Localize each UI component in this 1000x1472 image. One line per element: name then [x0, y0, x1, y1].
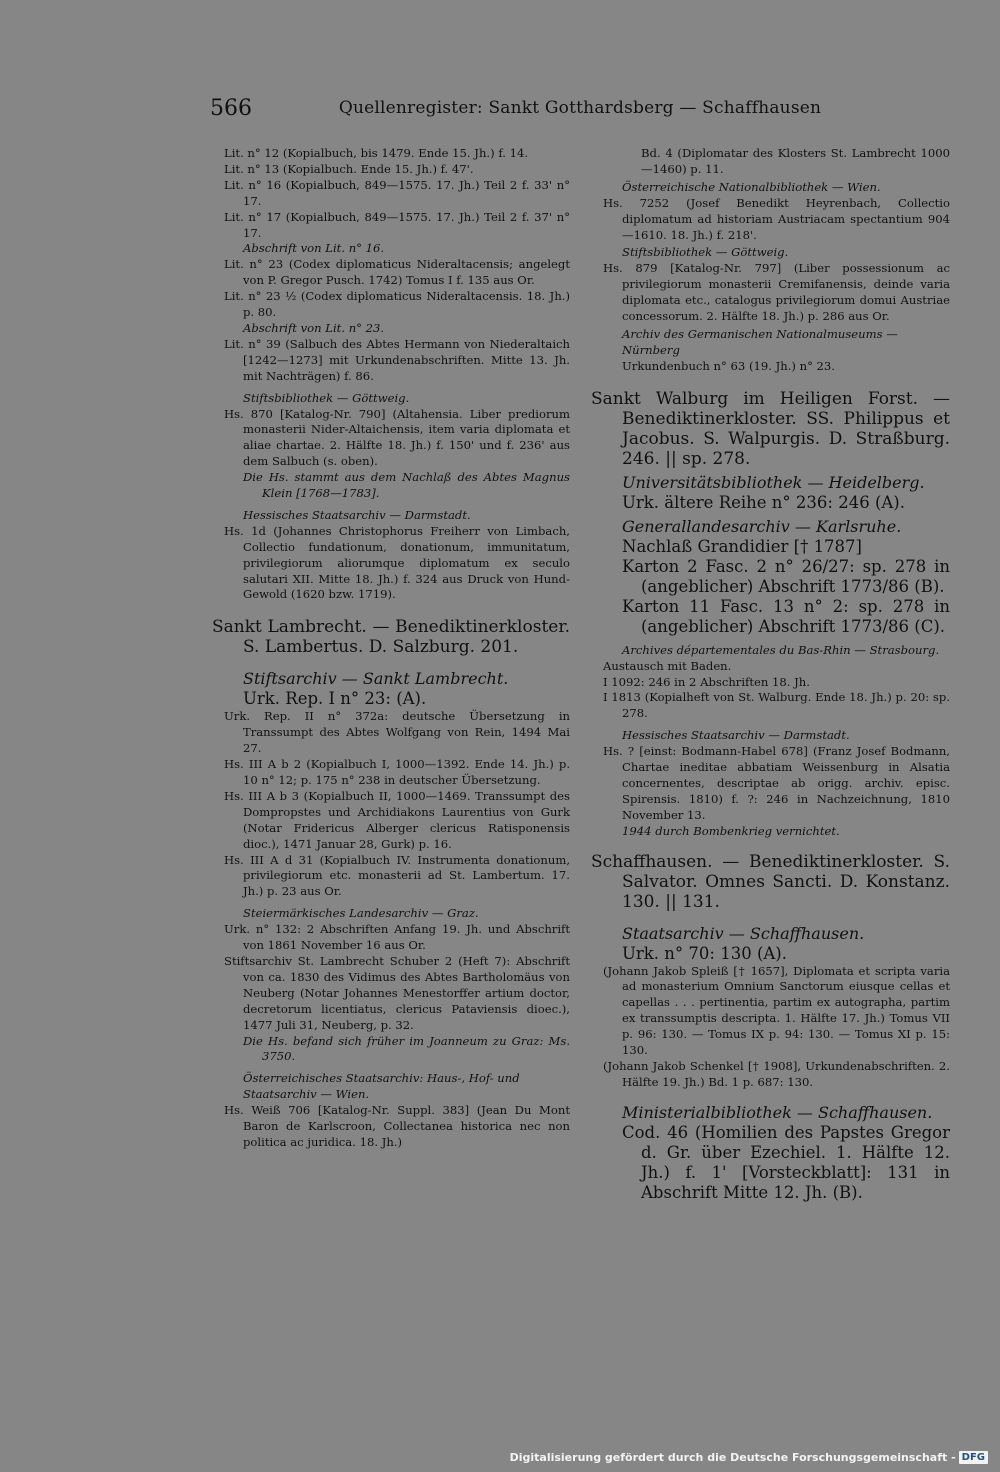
entry-note: Abschrift von Lit. n° 23.: [243, 320, 385, 335]
repository-heading: Stiftsarchiv — Sankt Lambrecht.: [243, 669, 509, 689]
page-header: [210, 96, 950, 126]
entry: Urkundenbuch n° 63 (19. Jh.) n° 23.: [622, 358, 835, 373]
entry: Austausch mit Baden.: [603, 658, 732, 673]
entry: Hs. ? [einst: Bodmann-Habel 678] (Franz Josef Bodmann, Chartae ineditae abbatiam Weissenburg in Alsatia concernentes, descriptae ab origg. archiv. episc. Spirensis. 1810) f. ?: 246 in Nachzeichnung, 1810 November 13.: [603, 744, 950, 822]
entry: Lit. n° 16 (Kopialbuch, 849—1575. 17. Jh.) Teil 2 f. 33' n° 17.: [224, 177, 570, 208]
entry: Lit. n° 39 (Salbuch des Abtes Hermann von Niederaltaich [1242—1273] mit Urkundenabschriften. Mitte 13. Jh. mit Nachträgen) f. 86.: [224, 336, 570, 383]
entry: Lit. n° 13 (Kopialbuch. Ende 15. Jh.) f. 47'.: [224, 161, 474, 176]
entry: Hs. 7252 (Josef Benedikt Heyrenbach, Collectio diplomatum ad historiam Austriacam spectantium 904—1610. 18. Jh.) f. 218'.: [603, 195, 950, 242]
entry: Hs. 1d (Johannes Christophorus Freiherr von Limbach, Collectio fundationum, donationum, immunitatum, privilegiorum aliorumque diplomatum ex seculo salutari XII. Mitte 18. Jh.) f. 324 aus Druck von Hund-Gewold (1620 bzw. 1719).: [224, 523, 570, 602]
entry-large: Karton 11 Fasc. 13 n° 2: sp. 278 in (angeblicher) Abschrift 1773/86 (C).: [622, 596, 950, 636]
entry: Hs. III A b 3 (Kopialbuch II, 1000—1469. Transsumpt des Dompropstes und Archidiakons Laurentius von Gurk (Notar Fridericus Alberger clericus Ratisponensis dioc.), 1471 Januar 28, Gurk) p. 16.: [224, 788, 570, 851]
entry: Lit. n° 23 (Codex diplomaticus Nideraltacensis; angelegt von P. Gregor Pusch. 1742) Tomus I f. 135 aus Or.: [224, 257, 570, 288]
repository-heading: Ministerialbibliothek — Schaffhausen.: [622, 1102, 933, 1122]
repository-heading: Archiv des Germanischen Nationalmuseums — Nürnberg: [622, 326, 898, 357]
entry: Hs. III A d 31 (Kopialbuch IV. Instrumenta donationum, privilegiorum etc. monasterii ad St. Lambertum. 17. Jh.) p. 23 aus Or.: [224, 852, 570, 899]
entry: Hs. Weiß 706 [Katalog-Nr. Suppl. 383] (Jean Du Mont Baron de Karlscroon, Collectanea historica nec non politica ac juridica. 18. Jh.): [224, 1103, 570, 1149]
page-number: 566: [210, 96, 252, 121]
entry: (Johann Jakob Spleiß [† 1657], Diplomata et scripta varia ad monasterium Omnium Sanctorum eiusque cellas et capellas . . . pertinentia, partim ex autographa, partim ex transsumptis descripta. 1. Hälfte 17. Jh.) Tomus VII p. 96: 130. — Tomus IX p. 94: 130. — Tomus XI p. 15: 130.: [603, 963, 950, 1058]
entry: Hs. III A b 2 (Kopialbuch I, 1000—1392. Ende 14. Jh.) p. 10 n° 12; p. 175 n° 238 in deutscher Übersetzung.: [224, 757, 570, 787]
entry: I 1813 (Kopialheft von St. Walburg. Ende 18. Jh.) p. 20: sp. 278.: [603, 690, 950, 721]
repository-heading: Generallandesarchiv — Karlsruhe.: [622, 516, 902, 536]
entry-large: Urk. Rep. I n° 23: (A).: [243, 689, 427, 709]
entry: (Johann Jakob Schenkel [† 1908], Urkundenabschriften. 2. Hälfte 19. Jh.) Bd. 1 p. 687: 130.: [603, 1059, 950, 1089]
entry: Stiftsarchiv St. Lambrecht Schuber 2 (Heft 7): Abschrift von ca. 1830 des Vidimus des Abtes Bartholomäus von Neuberg (Notar Johannes Menestorffer artium doctor, decretorum licentiatus, clericus Pataviensis dioec.), 1477 Juli 31, Neuberg, p. 32.: [224, 953, 570, 1032]
repository-heading: Archives départementales du Bas-Rhin — Strasbourg.: [622, 642, 940, 657]
entry: Urk. n° 132: 2 Abschriften Anfang 19. Jh. und Abschrift von 1861 November 16 aus Or.: [224, 922, 570, 953]
left-column: [212, 146, 570, 1151]
repository-heading: Österreichisches Staatsarchiv: Haus-, Hof- und Staatsarchiv — Wien.: [243, 1071, 520, 1102]
entry-note: Abschrift von Lit. n° 16.: [243, 241, 385, 256]
dfg-footer: [510, 1451, 988, 1464]
entry-note: Die Hs. befand sich früher im Joanneum zu Graz: Ms. 3750.: [243, 1033, 570, 1064]
monastery-heading: Sankt Lambrecht. — Benediktinerkloster. S. Lambertus. D. Salzburg. 201.: [212, 617, 570, 658]
entry: Lit. n° 17 (Kopialbuch, 849—1575. 17. Jh.) Teil 2 f. 37' n° 17.: [224, 209, 570, 240]
repository-heading: Hessisches Staatsarchiv — Darmstadt.: [622, 728, 850, 743]
entry-note: 1944 durch Bombenkrieg vernichtet.: [622, 823, 840, 838]
monastery-heading: Sankt Walburg im Heiligen Forst. — Benediktinerkloster. SS. Philippus et Jacobus. S. Walpurgis. D. Straßburg. 246. || sp. 278.: [591, 388, 950, 469]
entry-continuation: Bd. 4 (Diplomatar des Klosters St. Lambrecht 1000—1460) p. 11.: [641, 146, 950, 176]
entry-large: Urk. n° 70: 130 (A).: [622, 943, 787, 963]
dfg-logo: DFG: [959, 1451, 988, 1464]
repository-heading: Stiftsbibliothek — Göttweig.: [243, 390, 410, 405]
repository-heading: Österreichische Nationalbibliothek — Wien.: [622, 179, 881, 194]
entry-large: Cod. 46 (Homilien des Papstes Gregor d. Gr. über Ezechiel. 1. Hälfte 12. Jh.) f. 1' [Vorsteckblatt]: 131 in Abschrift Mitte 12. Jh. (B).: [622, 1122, 950, 1202]
entry: Lit. n° 23 ½ (Codex diplomaticus Nideraltacensis. 18. Jh.) p. 80.: [224, 289, 570, 320]
entry: Lit. n° 12 (Kopialbuch, bis 1479. Ende 15. Jh.) f. 14.: [224, 146, 529, 160]
entry-large: Nachlaß Grandidier [† 1787]: [622, 536, 862, 556]
entry-large: Karton 2 Fasc. 2 n° 26/27: sp. 278 in (angeblicher) Abschrift 1773/86 (B).: [622, 556, 950, 596]
entry-note: Die Hs. stammt aus dem Nachlaß des Abtes Magnus Klein [1768—1783].: [243, 470, 570, 501]
repository-heading: Universitätsbibliothek — Heidelberg.: [622, 472, 925, 492]
footer-text: Digitalisierung gefördert durch die Deutsche Forschungsgemeinschaft -: [509, 1451, 956, 1464]
entry: Hs. 870 [Katalog-Nr. 790] (Altahensia. Liber prediorum monasterii Nider-Altaichensis, item varia diplomata et aliae chartae. 2. Hälfte 18. Jh.) f. 150' und f. 236' aus dem Salbuch (s. oben).: [224, 406, 570, 469]
repository-heading: Staatsarchiv — Schaffhausen.: [622, 923, 865, 943]
running-title: Quellenregister: Sankt Gotthardsberg — Schaffhausen: [338, 98, 822, 118]
repository-heading: Steiermärkisches Landesarchiv — Graz.: [243, 906, 479, 921]
repository-heading: Hessisches Staatsarchiv — Darmstadt.: [243, 507, 471, 522]
entry: Hs. 879 [Katalog-Nr. 797] (Liber possessionum ac privilegiorum monasterii Cremifanensis, deinde varia diplomata etc., catalogus privilegiorum domui Austriae concessorum. 2. Hälfte 18. Jh.) p. 286 aus Or.: [603, 261, 950, 324]
repository-heading: Stiftsbibliothek — Göttweig.: [622, 245, 789, 260]
entry-large: Urk. ältere Reihe n° 236: 246 (A).: [622, 492, 905, 512]
right-column: [591, 146, 950, 1203]
monastery-heading: Schaffhausen. — Benediktinerkloster. S. Salvator. Omnes Sancti. D. Konstanz. 130. || 131.: [591, 851, 950, 912]
entry: I 1092: 246 in 2 Abschriften 18. Jh.: [603, 674, 810, 689]
entry: Urk. Rep. II n° 372a: deutsche Übersetzung in Transsumpt des Abtes Wolfgang von Rein, 1494 Mai 27.: [224, 709, 570, 756]
